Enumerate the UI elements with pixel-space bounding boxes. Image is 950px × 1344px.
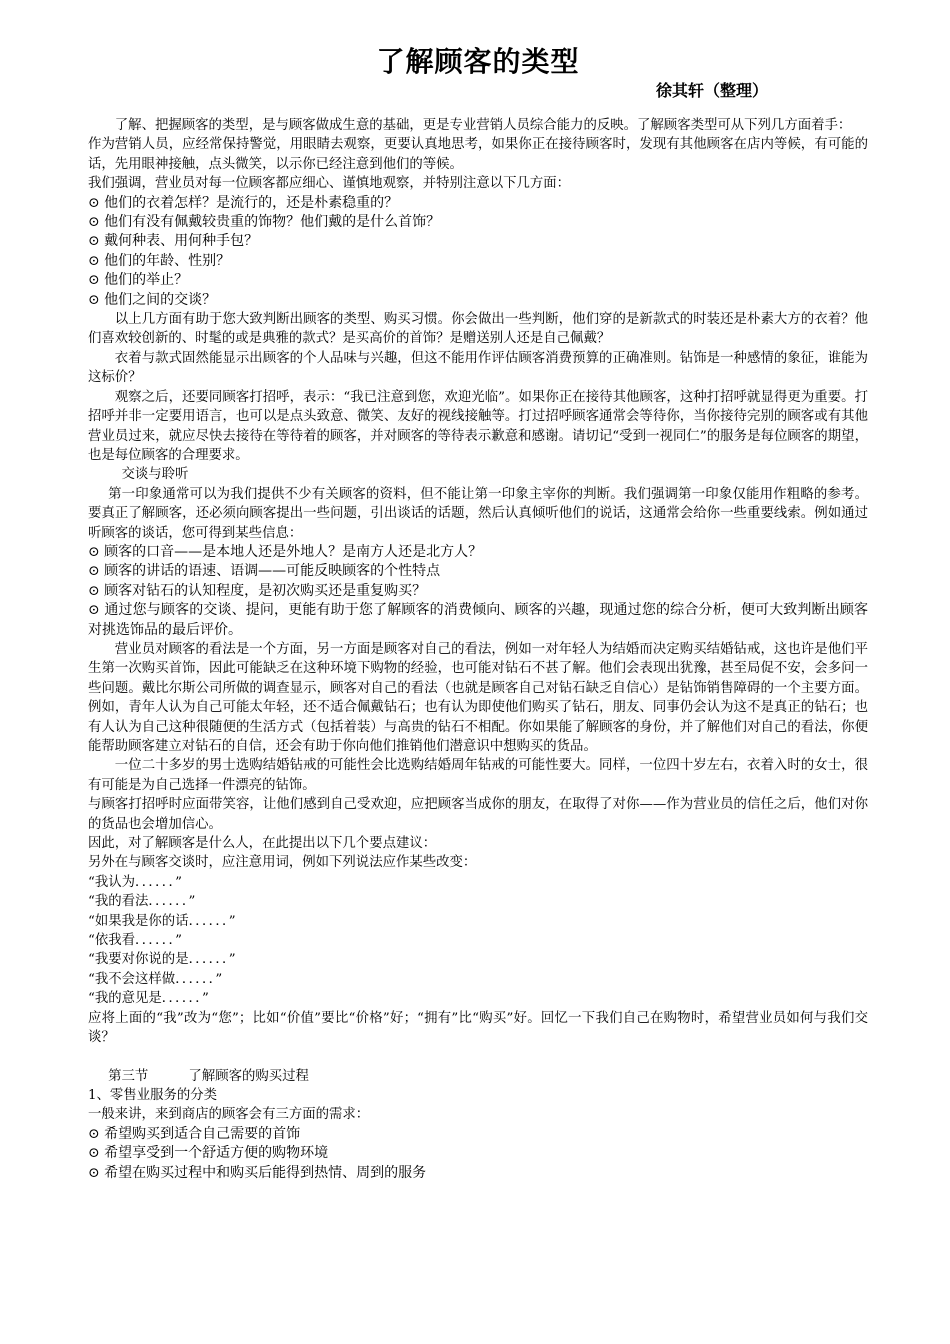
paragraph: 作为营销人员，应经常保持警觉，用眼睛去观察，更要认真地思考，如果你正在接待顾客时，发现有其他顾客在店内等候，有可能的话，先用眼神接触，点头微笑，以示你已经注意到他们的等候。 [88, 137, 868, 172]
paragraph: “我的看法．．．．．．” [88, 894, 196, 910]
paragraph: 观察之后，还要同顾客打招呼，表示：“我已注意到您，欢迎光临”。如果你正在接待其他顾客，这种打招呼就显得更为重要。打招呼并非一定要用语言，也可以是点头致意、微笑、友好的视线接触等。打过招呼顾客通常会等待你，当你接待完别的顾客或有其他营业员过来，就应尽快去接待在等待着的顾客，并对顾客的等待表示歉意和感谢。请切记“受到一视同仁”的服务是每位顾客的期望，也是每位顾客的合理要求。 [88, 389, 868, 463]
bullet-item: ⊙ 希望享受到一个舒适方便的购物环境 [88, 1145, 329, 1162]
document-page [88, 44, 868, 1183]
document-title: 了解顾客的类型 [376, 45, 580, 78]
section-heading: 交谈与聆听 [121, 467, 189, 483]
bullet-item: ⊙ 顾客的口音——是本地人还是外地人？是南方人还是北方人？ [88, 543, 483, 560]
paragraph: 应将上面的“我”改为“您”；比如“价值”要比“价格”好；“拥有”比“购买”好。回忆一下我们自己在购物时，希望营业员如何与我们交谈？ [88, 1010, 868, 1046]
bullet-item: ⊙ 他们有没有佩戴较贵重的饰物？他们戴的是什么首饰？ [88, 214, 441, 231]
paragraph: “我要对你说的是．．．．．．” [88, 952, 236, 968]
paragraph: 了解、把握顾客的类型，是与顾客做成生意的基础，更是专业营销人员综合能力的反映。了解顾客类型可从下列几方面着手： [114, 118, 852, 133]
paragraph: 1、零售业服务的分类 [88, 1087, 218, 1103]
bullet-item: ⊙ 顾客对钻石的认知程度，是初次购买还是重复购买？ [88, 582, 427, 599]
paragraph: 营业员对顾客的看法是一个方面，另一方面是顾客对自己的看法，例如一对年轻人为结婚而决定购买结婚钻戒，这也许是他们平生第一次购买首饰，因此可能缺乏在这种环境下购物的经验，也可能对钻石不甚了解。他们会表现出犹豫，甚至局促不安，会多问一些问题。戴比尔斯公司所做的调查显示，顾客对自己的看法（也就是顾客自己对钻石缺乏自信心）是钻饰销售障碍的一个主要方面。例如，青年人认为自己可能太年轻，还不适合佩戴钻石；也有认为即使他们购买了钻石，朋友、同事仍会认为这不是真正的钻石；也有人认为自己这种很随便的生活方式（包括着装）与高贵的钻石不相配。你如果能了解顾客的身份，并了解他们对自己的看法，你便能帮助顾客建立对钻石的自信，还会有助于你向他们推销他们潜意识中想购买的货品。 [88, 641, 868, 754]
bullet-item: ⊙ 他们之间的交谈？ [88, 291, 217, 308]
bullet-item: ⊙ 他们的举止？ [88, 272, 189, 289]
paragraph: “我认为．．．．．．” [88, 874, 183, 890]
bullet-item: ⊙ 希望在购买过程中和购买后能得到热情、周到的服务 [88, 1164, 427, 1181]
bullet-item: ⊙ 他们的年龄、性别？ [88, 252, 231, 269]
paragraph: “我的意见是．．．．．．” [88, 991, 209, 1007]
paragraph: 我们强调，营业员对每一位顾客都应细心、谨慎地观察，并特别注意以下几方面： [88, 176, 571, 192]
bullet-item: ⊙ 他们的衣着怎样？是流行的，还是朴素稳重的？ [88, 194, 399, 211]
paragraph: 另外在与顾客交谈时，应注意用词，例如下列说法应作某些改变： [88, 855, 477, 871]
paragraph: 与顾客打招呼时应面带笑容，让他们感到自己受欢迎，应把顾客当成你的朋友，在取得了对你——作为营业员的信任之后，他们对你的货品也会增加信心。 [88, 797, 868, 832]
bullet-item: ⊙ 希望购买到适合自己需要的首饰 [88, 1125, 301, 1142]
paragraph: 一位二十多岁的男士选购结婚钻戒的可能性会比选购结婚周年钻戒的可能性要大。同样，一位四十岁左右，衣着入时的女士，很有可能是为自己选择一件漂亮的钻饰。 [88, 758, 868, 793]
paragraph: 一般来讲，来到商店的顾客会有三方面的需求： [88, 1107, 370, 1123]
bullet-item: ⊙ 戴何种表、用何种手包？ [88, 233, 259, 250]
section-heading: 第三节 了解顾客的购买过程 [108, 1068, 309, 1084]
document-author: 徐其轩（整理） [655, 81, 768, 100]
paragraph: 衣着与款式固然能显示出顾客的个人品味与兴趣，但这不能用作评估顾客消费预算的正确准则。钻饰是一种感情的象征，谁能为这标价？ [88, 350, 868, 386]
paragraph: “如果我是你的话．．．．．．” [88, 913, 236, 929]
paragraph: 以上几方面有助于您大致判断出顾客的类型、购买习惯。你会做出一些判断，他们穿的是新款式的时装还是朴素大方的衣着？他们喜欢较创新的、时髦的或是典雅的款式？是买高价的首饰？是赠送别人还是自己佩戴？ [88, 312, 868, 347]
document-body [88, 116, 868, 1183]
paragraph: 第一印象通常可以为我们提供不少有关顾客的资料，但不能让第一印象主宰你的判断。我们强调第一印象仅能用作粗略的参考。要真正了解顾客，还必须向顾客提出一些问题，引出谈话的话题，然后认真倾听他们的说话，这通常会给你一些重要线索。例如通过听顾客的谈话，您可得到某些信息： [88, 486, 868, 541]
paragraph: “依我看．．．．．．” [88, 933, 183, 949]
bullet-item: ⊙ 通过您与顾客的交谈、提问，更能有助于您了解顾客的消费倾向、顾客的兴趣，现通过您的综合分析，便可大致判断出顾客对挑选饰品的最后评价。 [88, 602, 868, 638]
paragraph: “我不会这样做．．．．．．” [88, 971, 223, 987]
paragraph: 因此，对了解顾客是什么人，在此提出以下几个要点建议： [88, 836, 437, 852]
bullet-item: ⊙ 顾客的讲话的语速、语调——可能反映顾客的个性特点 [88, 563, 441, 580]
paragraph-gap [88, 1048, 868, 1067]
